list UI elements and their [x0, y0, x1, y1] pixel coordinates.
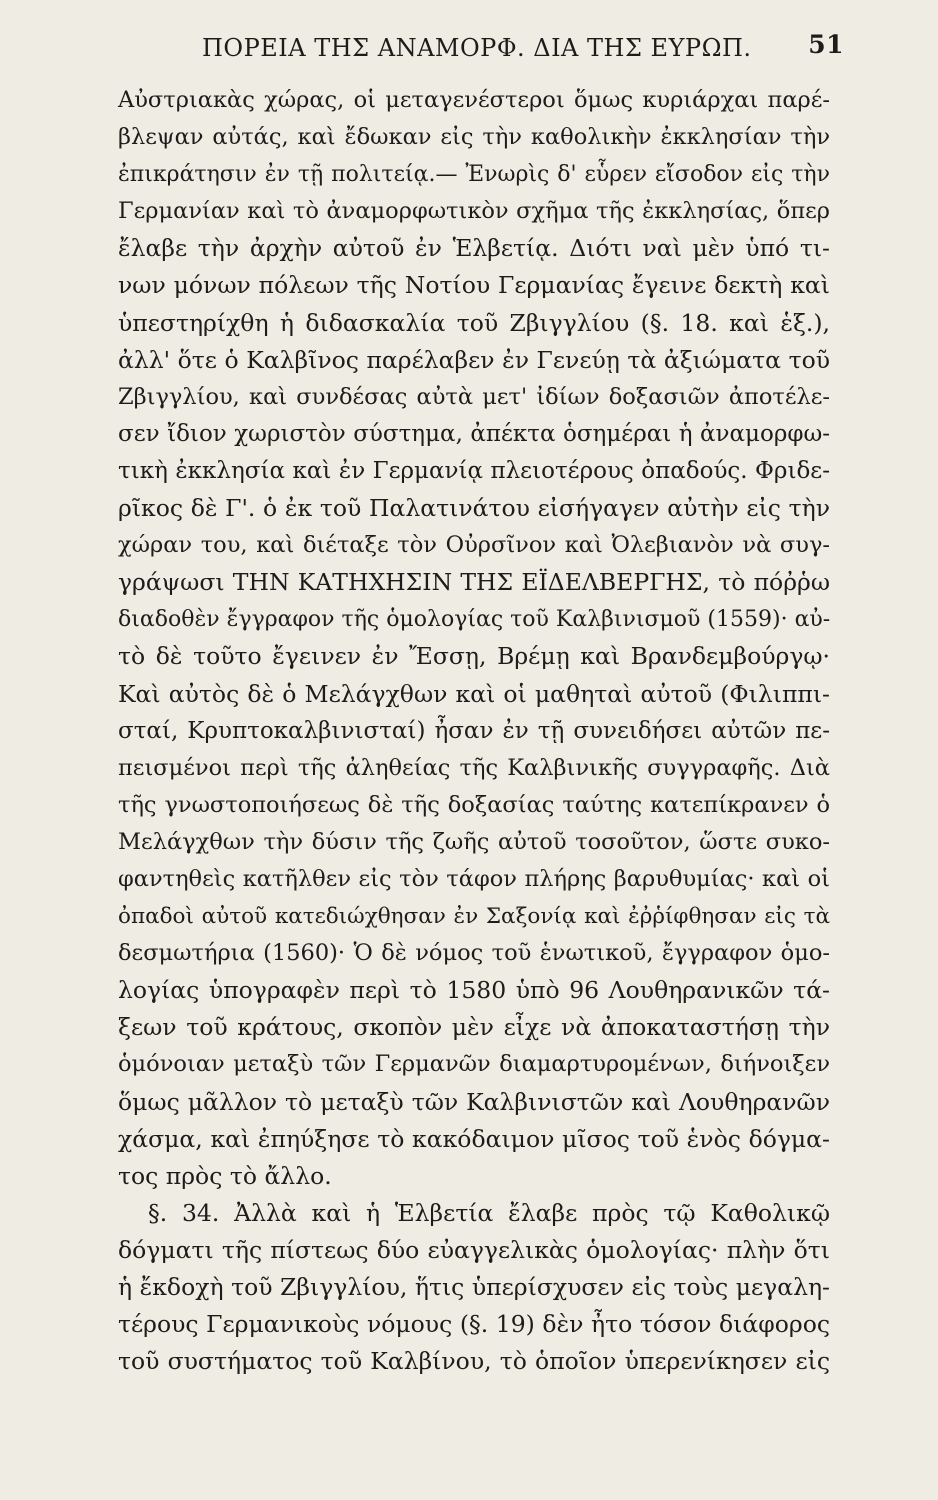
text-line: δεσμωτήρια (1560)· Ὁ δὲ νόμος τοῦ ἑνωτικοῦ, ἔγγραφον ὁμο-	[118, 940, 830, 967]
text-line: τοῦ συστήματος τοῦ Καλβίνου, τὸ ὁποῖον ὑπερενίκησεν εἰς	[118, 1347, 830, 1376]
page-number: 51	[808, 30, 844, 59]
text-line: Μελάγχθων τὴν δύσιν τῆς ζωῆς αὐτοῦ τοσοῦτον, ὥστε συκο-	[118, 828, 830, 855]
text-line: σεν ἴδιον χωριστὸν σύστημα, ἀπέκτα ὁσημέραι ἡ ἀναμορφω-	[118, 420, 830, 447]
text-line: σταί, Κρυπτοκαλβινισταί) ἦσαν ἐν τῇ συνειδήσει αὐτῶν πε-	[118, 717, 830, 744]
text-line: Ζβιγγλίου, καὶ συνδέσας αὐτὰ μετ' ἰδίων δοξασιῶν ἀποτέλε-	[118, 383, 830, 410]
text-line: τικὴ ἐκκλησία καὶ ἐν Γερμανίᾳ πλειοτέρους ὀπαδούς. Φριδε-	[118, 457, 830, 484]
text-line: τέρους Γερμανικοὺς νόμους (§. 19) δὲν ἦτο τόσον διάφορος	[118, 1310, 830, 1339]
text-line: τὸ δὲ τοῦτο ἔγεινεν ἐν Ἔσσῃ, Βρέμῃ καὶ Βρανδεμβούργῳ·	[118, 642, 830, 671]
body-text	[118, 82, 830, 1380]
text-line: Γερμανίαν καὶ τὸ ἀναμορφωτικὸν σχῆμα τῆς ἐκκλησίας, ὅπερ	[118, 198, 830, 225]
text-line: ὅμως μᾶλλον τὸ μεταξὺ τῶν Καλβινιστῶν καὶ Λουθηρανῶν	[118, 1087, 830, 1116]
text-line: διαδοθὲν ἔγγραφον τῆς ὁμολογίας τοῦ Καλβινισμοῦ (1559)· αὐ-	[118, 607, 831, 633]
text-line: βλεψαν αὐτάς, καὶ ἔδωκαν εἰς τὴν καθολικὴν ἐκκλησίαν τὴν	[118, 124, 830, 151]
text-line: τῆς γνωστοποιήσεως δὲ τῆς δοξασίας ταύτης κατεπίκρανεν ὁ	[118, 791, 830, 818]
section-start-line: §. 34. Ἀλλὰ καὶ ἡ Ἑλβετία ἔλαβε πρὸς τῷ Καθολικῷ	[148, 1198, 830, 1227]
text-line: ὁμόνοιαν μεταξὺ τῶν Γερμανῶν διαμαρτυρομένων, διήνοιξεν	[118, 1051, 830, 1078]
page-header	[118, 28, 844, 82]
text-line: χάσμα, καὶ ἐπηύξησε τὸ κακόδαιμον μῖσος τοῦ ἑνὸς δόγμα-	[118, 1124, 830, 1153]
text-line: ξεων τοῦ κράτους, σκοπὸν μὲν εἶχε νὰ ἀποκαταστήσῃ τὴν	[118, 1013, 830, 1042]
text-line: γράψωσι ΤΗΝ ΚΑΤΗΧΗΣΙΝ ΤΗΣ ΕΪΔΕΛΒΕΡΓΗΣ, τὸ πόῤῥω	[118, 568, 830, 597]
text-line: ἡ ἔκδοχὴ τοῦ Ζβιγγλίου, ἥτις ὑπερίσχυσεν εἰς τοὺς μεγαλη-	[118, 1273, 830, 1301]
text-line: δόγματι τῆς πίστεως δύο εὐαγγελικὰς ὁμολογίας· πλὴν ὅτι	[118, 1235, 830, 1264]
text-line: Αὐστριακὰς χώρας, οἱ μεταγενέστεροι ὅμως κυριάρχαι παρέ-	[118, 87, 830, 113]
text-line: νων μόνων πόλεων τῆς Νοτίου Γερμανίας ἔγεινε δεκτὴ καὶ	[118, 271, 830, 300]
text-line: ὀπαδοὶ αὐτοῦ κατεδιώχθησαν ἐν Σαξονίᾳ καὶ ἐῤῥίφθησαν εἰς τὰ	[118, 904, 830, 930]
text-line: φαντηθεὶς κατῆλθεν εἰς τὸν τάφον πλήρης βαρυθυμίας· καὶ οἱ	[118, 865, 830, 892]
text-line: ρῖκος δὲ Γ'. ὁ ἐκ τοῦ Παλατινάτου εἰσήγαγεν αὐτὴν εἰς τὴν	[118, 494, 830, 523]
running-title: ΠΟΡΕΙΑ ΤΗΣ ΑΝΑΜΟΡΦ. ΔΙΑ ΤΗΣ ΕΥΡΩΠ.	[202, 34, 752, 62]
text-line: λογίας ὑπογραφὲν περὶ τὸ 1580 ὑπὸ 96 Λουθηρανικῶν τά-	[118, 976, 830, 1005]
text-line: ὑπεστηρίχθη ἡ διδασκαλία τοῦ Ζβιγγλίου (§. 18. καὶ ἑξ.),	[118, 308, 830, 337]
text-line: ἐπικράτησιν ἐν τῇ πολιτείᾳ.— Ἐνωρὶς δ' εὗρεν εἴσοδον εἰς τὴν	[118, 162, 830, 188]
text-line: Καὶ αὐτὸς δὲ ὁ Μελάγχθων καὶ οἱ μαθηταὶ αὐτοῦ (Φιλιππι-	[118, 679, 830, 708]
text-line: ἀλλ' ὅτε ὁ Καλβῖνος παρέλαβεν ἐν Γενεύῃ τὰ ἀξιώματα τοῦ	[118, 345, 830, 374]
text-line: ἔλαβε τὴν ἀρχὴν αὐτοῦ ἐν Ἑλβετίᾳ. Διότι ναὶ μὲν ὑπό τι-	[118, 234, 830, 263]
text-line: τος πρὸς τὸ ἄλλο.	[118, 1161, 332, 1190]
text-line: πεισμένοι περὶ τῆς ἀληθείας τῆς Καλβινικῆς συγγραφῆς. Διὰ	[118, 754, 830, 781]
text-line: χώραν του, καὶ διέταξε τὸν Οὐρσῖνον καὶ Ὀλεβιανὸν νὰ συγ-	[118, 532, 830, 559]
